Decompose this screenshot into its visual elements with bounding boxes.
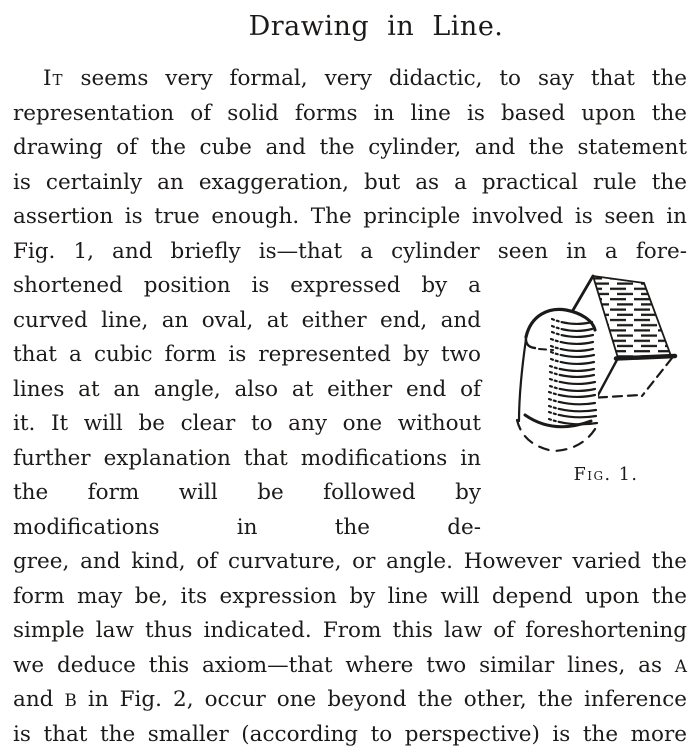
- paragraph-top-text: seems very formal, very didactic, to say that the representation of solid forms in line is based upon the drawing of the cube and the cylinder, and the statement is certainly an exaggeration, but as a practical rule the assertion is true enough. The principle involved is seen in Fig. 1, and briefly is—that a cylinder seen in a fore-: [13, 66, 687, 264]
- paragraph-bottom-text-1: gree, and kind, of curvature, or angle. However varied the form may be, its expression by line will depend upon the simple law thus indicated. From this law of foreshortening we deduce this axiom—that where two similar lines, as: [13, 549, 687, 678]
- paragraph-beside-figure: shortened position is expressed by a curved line, an oval, at either end, and that a cubic form is represented by two lines at an angle, also at either end of it. It will be clear to any one without further explanation that modifications in the form will be followed by modifications in the de-: [13, 273, 481, 540]
- label-a: A: [674, 655, 687, 676]
- paragraph-top: [13, 62, 687, 269]
- paragraph-bottom-text-2: and: [13, 687, 65, 712]
- lead-word: It: [43, 66, 64, 91]
- paragraph-bottom-text-3: in Fig. 2, occur one beyond the other, the inference is that the smaller (according to perspective) is the more: [13, 687, 687, 747]
- label-b: B: [64, 690, 77, 710]
- figure-1-caption: Fig. 1.: [573, 465, 639, 485]
- cylinder-drawing: [517, 309, 599, 451]
- text-figure-row: [13, 269, 687, 545]
- figure-1: [489, 255, 687, 485]
- paragraph-bottom: [13, 545, 687, 752]
- page-title: Drawing in Line.: [248, 11, 504, 42]
- cylinder-cube-illustration: [489, 255, 687, 463]
